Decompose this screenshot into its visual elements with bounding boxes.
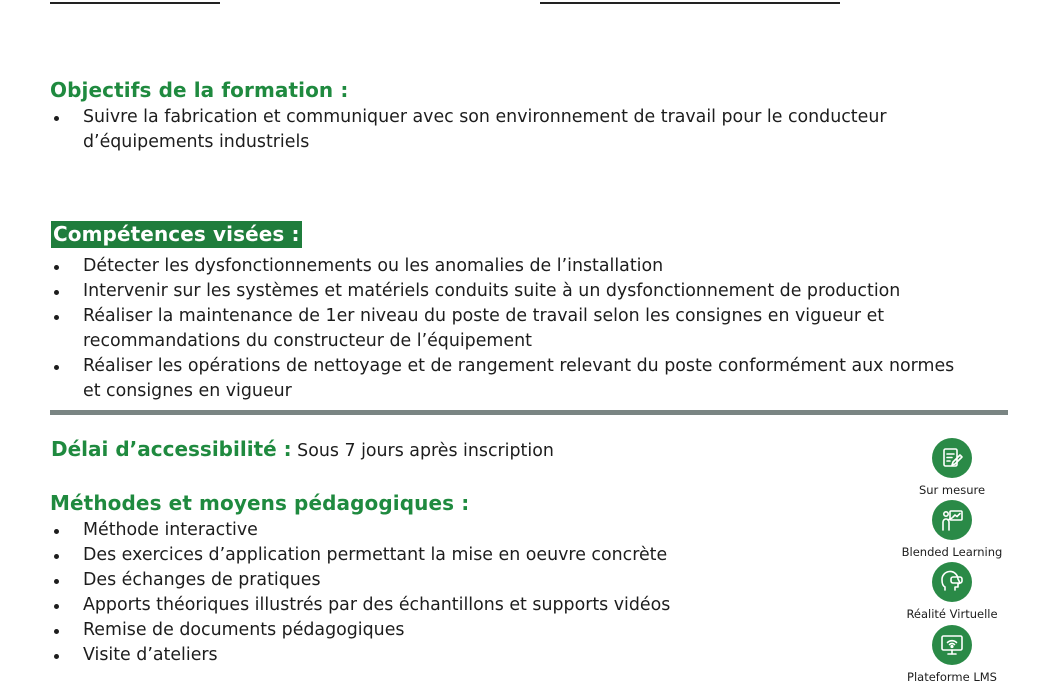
- list-item: Suivre la fabrication et communiquer avec son environnement de travail pour le conducteur d’équipements industriels: [50, 105, 970, 155]
- list-item: Réaliser les opérations de nettoyage et de rangement relevant du poste conformément aux normes et consignes en vigueur: [50, 354, 970, 404]
- list-item: Apports théoriques illustrés par des échantillons et supports vidéos: [50, 593, 970, 618]
- modality-plateforme-lms: [892, 625, 1012, 684]
- methodes-heading: Méthodes et moyens pédagogiques :: [50, 491, 470, 515]
- objectifs-heading: Objectifs de la formation :: [50, 78, 349, 102]
- modality-realite-virtuelle: [892, 562, 1012, 621]
- list-item: Visite d’ateliers: [50, 643, 970, 668]
- modality-sur-mesure: [892, 438, 1012, 497]
- list-item: Des exercices d’application permettant la mise en oeuvre concrète: [50, 543, 970, 568]
- list-item: Détecter les dysfonctionnements ou les anomalies de l’installation: [50, 254, 970, 279]
- methodes-list: [50, 518, 970, 668]
- list-item: Des échanges de pratiques: [50, 568, 970, 593]
- list-item: Méthode interactive: [50, 518, 970, 543]
- competences-list: [50, 254, 970, 404]
- modality-label: Blended Learning: [901, 545, 1003, 559]
- vr-headset-icon: [932, 562, 972, 602]
- list-item: Remise de documents pédagogiques: [50, 618, 970, 643]
- objectifs-list: [50, 105, 970, 155]
- delai-row: [51, 437, 554, 461]
- presenter-board-icon: [932, 500, 972, 540]
- modality-label: Réalité Virtuelle: [906, 607, 998, 621]
- modality-label: Sur mesure: [918, 483, 986, 497]
- cropped-header-fragment-right: [540, 0, 840, 4]
- form-edit-icon: [932, 438, 972, 478]
- competences-heading: Compétences visées :: [53, 222, 300, 246]
- modality-label: Plateforme LMS: [907, 670, 997, 684]
- modality-blended-learning: [892, 500, 1012, 559]
- section-divider: [50, 410, 1008, 415]
- cropped-header-fragment-left: [50, 0, 220, 4]
- list-item: Intervenir sur les systèmes et matériels conduits suite à un dysfonctionnement de production: [50, 279, 970, 304]
- monitor-wifi-icon: [932, 625, 972, 665]
- delai-value: Sous 7 jours après inscription: [291, 441, 554, 461]
- list-item: Réaliser la maintenance de 1er niveau du poste de travail selon les consignes en vigueur et recommandations du constructeur de l’équipement: [50, 304, 970, 354]
- delai-label: Délai d’accessibilité :: [51, 437, 292, 461]
